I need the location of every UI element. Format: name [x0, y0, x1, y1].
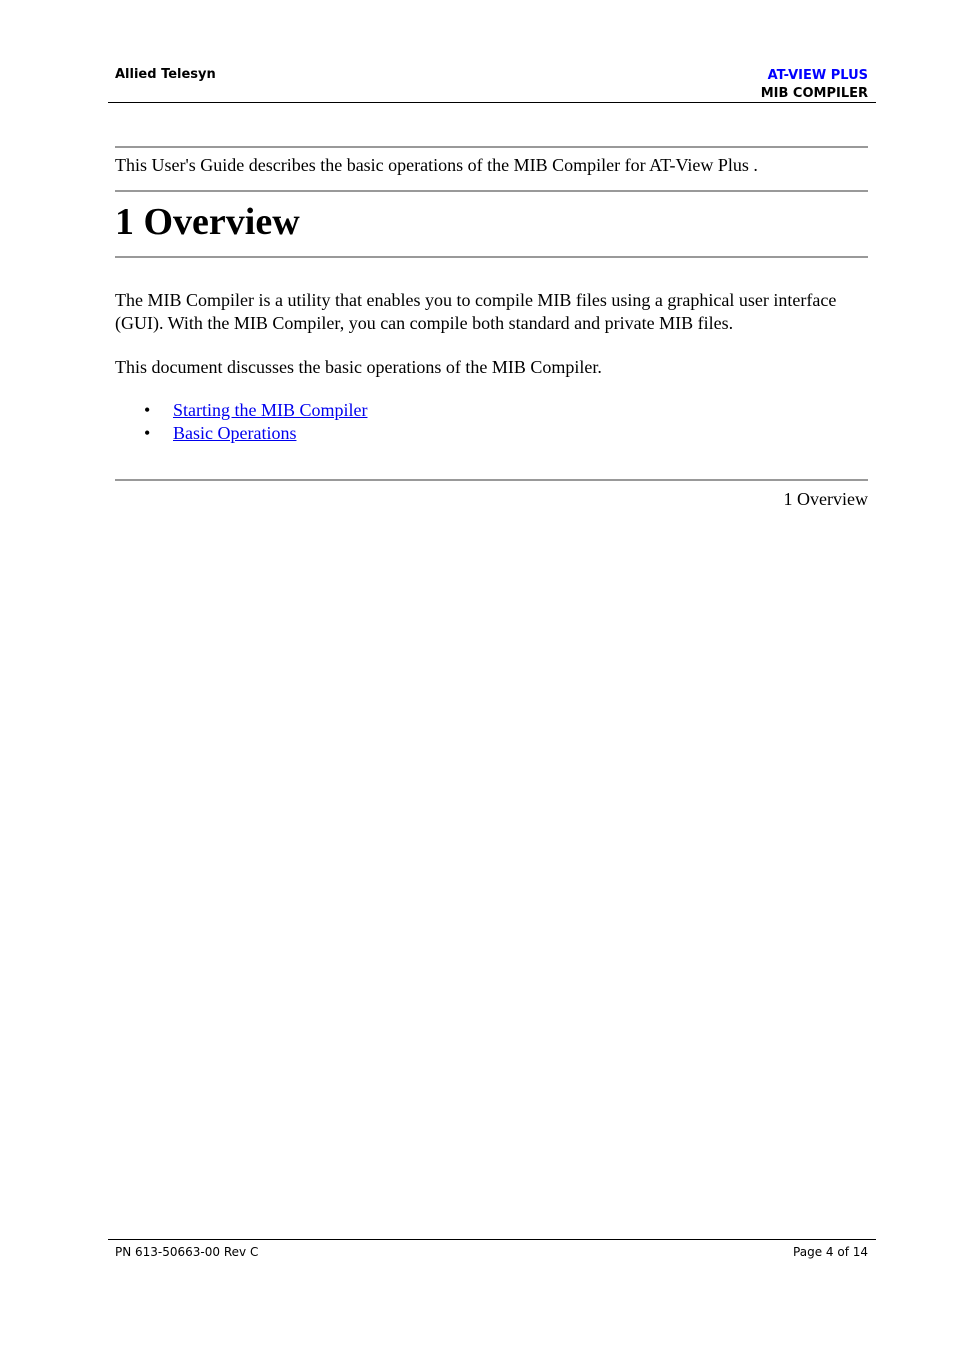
section-end-divider: [115, 479, 868, 481]
link-starting-mib-compiler[interactable]: Starting the MIB Compiler: [173, 400, 368, 420]
footer-page-number: Page 4 of 14: [793, 1245, 868, 1259]
footer-part-number: PN 613-50663-00 Rev C: [115, 1245, 259, 1259]
section-label: 1 Overview: [783, 489, 868, 509]
overview-paragraph: The MIB Compiler is a utility that enables you to compile MIB files using a graphical user interface (GUI). With the MIB Compiler, you can compile both standard and private MIB files.: [115, 290, 837, 333]
bullet-icon: •: [144, 400, 151, 420]
link-basic-operations[interactable]: Basic Operations: [173, 423, 297, 443]
footer-divider: [108, 1239, 876, 1240]
list-item: [115, 399, 367, 422]
page-title: 1 Overview: [115, 201, 300, 243]
intro-bottom-divider: [115, 190, 868, 192]
header-product: AT-VIEW PLUS: [767, 68, 868, 83]
intro-top-divider: [115, 146, 868, 148]
topic-link-list: [115, 399, 367, 445]
header-divider: [108, 102, 876, 103]
intro-text: This User's Guide describes the basic operations of the MIB Compiler for AT-View Plus .: [115, 155, 758, 175]
header-company: Allied Telesyn: [115, 67, 216, 82]
header-right: [761, 67, 868, 103]
bullet-icon: •: [144, 423, 151, 443]
list-item: [115, 422, 367, 445]
header-module: MIB COMPILER: [760, 86, 868, 101]
title-divider: [115, 256, 868, 258]
document-paragraph: This document discusses the basic operations of the MIB Compiler.: [115, 357, 602, 377]
